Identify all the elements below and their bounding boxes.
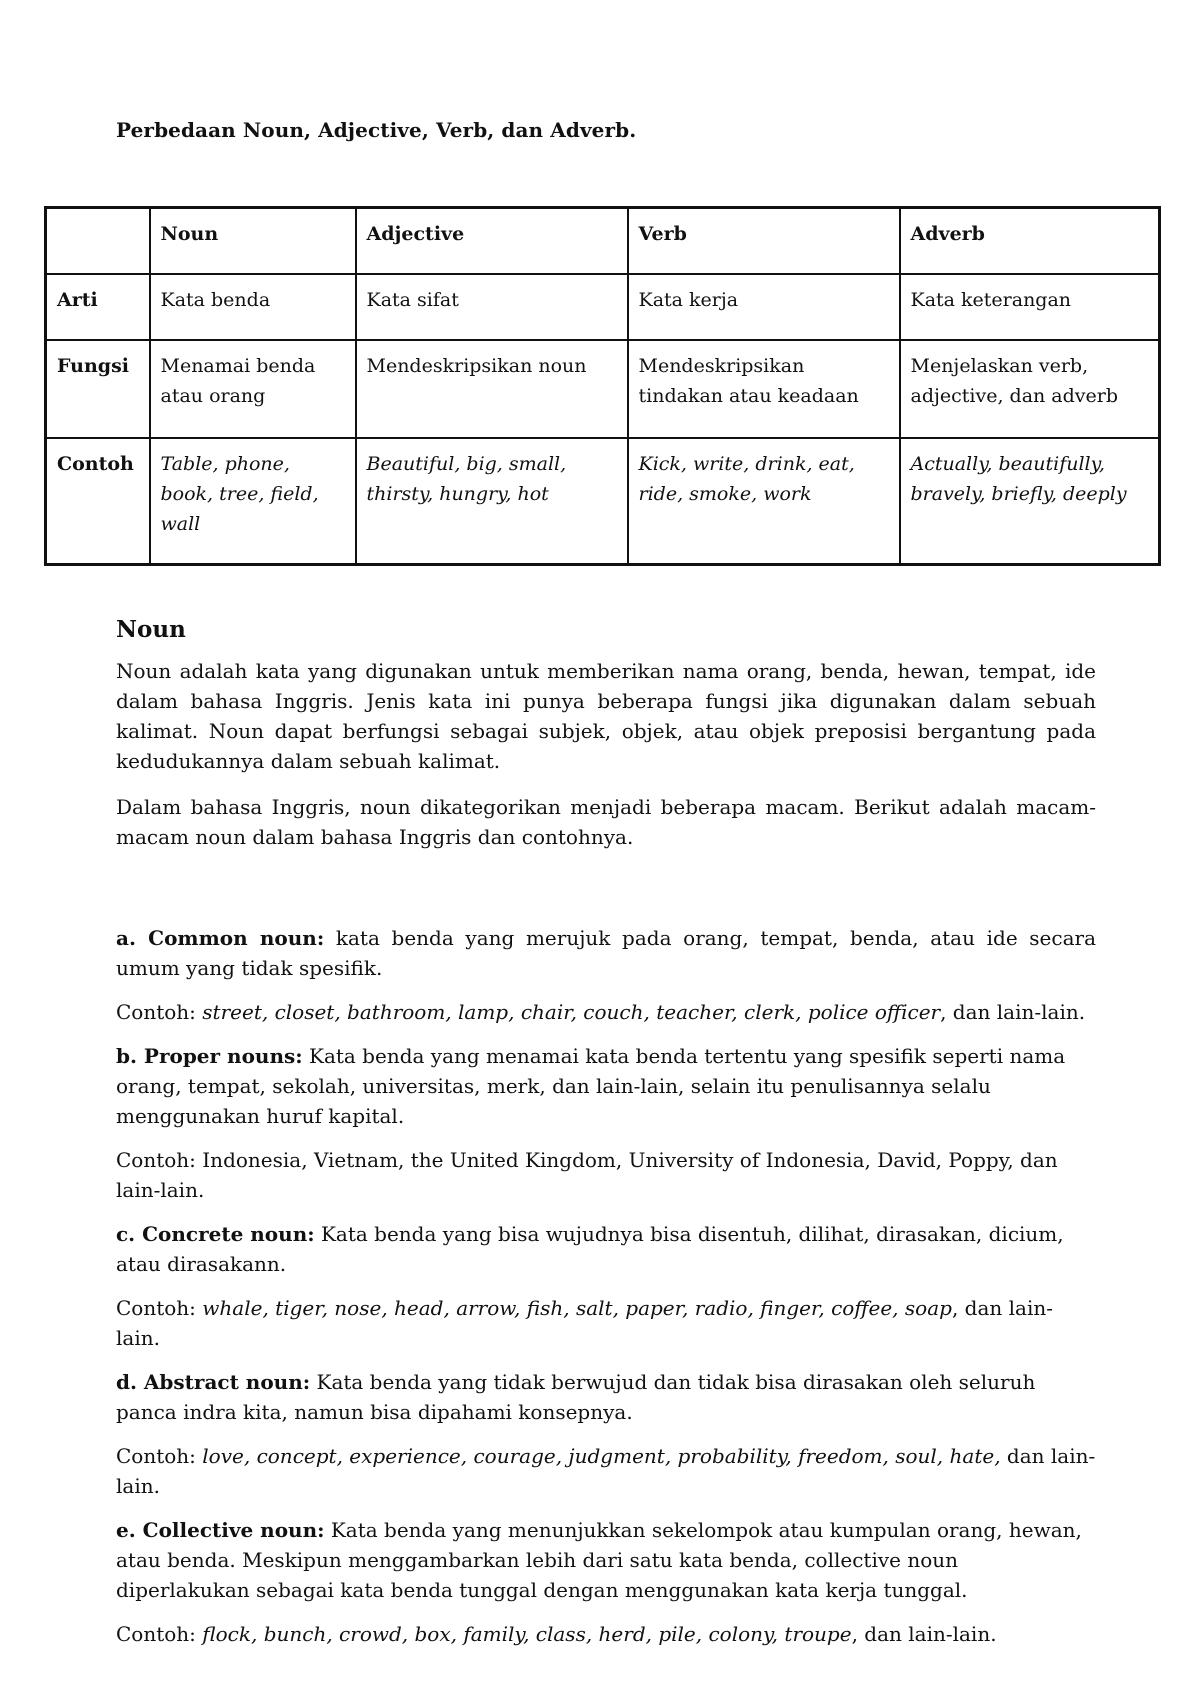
example-items: love, concept, experience, courage, judgment, probability, freedom, soul, hate, <box>202 1444 1001 1468</box>
noun-type-example <box>116 1145 1096 1205</box>
example-suffix: , dan lain-lain. <box>116 1296 1053 1350</box>
table-cell: Table, phone, book, tree, field, wall <box>150 438 356 565</box>
table-cell: Kick, write, drink, eat, ride, smoke, work <box>628 438 900 565</box>
noun-type-example <box>116 997 1096 1027</box>
table-header-row <box>46 208 1160 275</box>
noun-type-term: e. Collective noun: <box>116 1518 325 1542</box>
noun-type-term: b. Proper nouns: <box>116 1044 303 1068</box>
example-suffix: dan lain-lain. <box>116 1444 1096 1498</box>
noun-type-text: Kata benda yang tidak berwujud dan tidak bisa dirasakan oleh seluruh panca indra kita, namun bisa dipahami konsepnya. <box>116 1370 1036 1424</box>
noun-section-intro <box>116 616 1096 852</box>
noun-type-definition <box>116 1367 1096 1427</box>
noun-type-text: Kata benda yang menunjukkan sekelompok atau kumpulan orang, hewan, atau benda. Meskipun menggambarkan lebih dari satu kata benda, collective noun diperlakukan sebagai kata benda tunggal dengan menggunakan kata kerja tunggal. <box>116 1518 1082 1602</box>
noun-type-example <box>116 1293 1096 1353</box>
table-row-contoh <box>46 438 1160 565</box>
example-prefix: Contoh: <box>116 1444 203 1468</box>
example-suffix: , dan lain-lain. <box>851 1622 997 1646</box>
table-cell: Menjelaskan verb, adjective, dan adverb <box>900 340 1160 438</box>
noun-types-list <box>116 923 1096 1649</box>
example-items: street, closet, bathroom, lamp, chair, couch, teacher, clerk, police officer <box>202 1000 941 1024</box>
noun-type-definition <box>116 1041 1096 1131</box>
table-cell: Kata kerja <box>628 274 900 340</box>
table-cell: Mendeskripsikan tindakan atau keadaan <box>628 340 900 438</box>
table-cell: Menamai benda atau orang <box>150 340 356 438</box>
row-label-arti: Arti <box>46 274 150 340</box>
noun-type-example <box>116 1441 1096 1501</box>
table-header-verb: Verb <box>628 208 900 275</box>
table-header-noun: Noun <box>150 208 356 275</box>
example-prefix: Contoh: <box>116 1148 203 1172</box>
noun-type-example <box>116 1619 1096 1649</box>
document-title: Perbedaan Noun, Adjective, Verb, dan Adverb. <box>116 118 637 142</box>
table-cell: Kata keterangan <box>900 274 1160 340</box>
table-header-adverb: Adverb <box>900 208 1160 275</box>
section-heading-noun: Noun <box>116 616 186 643</box>
row-label-contoh: Contoh <box>46 438 150 565</box>
noun-type-text: kata benda yang merujuk pada orang, tempat, benda, atau ide secara umum yang tidak spesifik. <box>116 926 1097 980</box>
noun-paragraph-1: Noun adalah kata yang digunakan untuk memberikan nama orang, benda, hewan, tempat, ide dalam bahasa Inggris. Jenis kata ini punya beberapa fungsi jika digunakan dalam sebuah kalimat. Noun dapat berfungsi sebagai subjek, objek, atau objek preposisi bergantung pada kedudukannya dalam sebuah kalimat. <box>116 659 1096 773</box>
noun-type-definition <box>116 1219 1096 1279</box>
table-cell: Kata sifat <box>356 274 628 340</box>
table-cell: Kata benda <box>150 274 356 340</box>
noun-type-term: c. Concrete noun: <box>116 1222 315 1246</box>
table-cell: Mendeskripsikan noun <box>356 340 628 438</box>
comparison-table <box>44 206 1161 566</box>
example-suffix: Indonesia, Vietnam, the United Kingdom, University of Indonesia, David, Poppy, dan lain-lain. <box>116 1148 1058 1202</box>
noun-type-definition <box>116 923 1096 983</box>
example-prefix: Contoh: <box>116 1622 203 1646</box>
example-prefix: Contoh: <box>116 1296 203 1320</box>
table-header-empty <box>46 208 150 275</box>
example-suffix: , dan lain-lain. <box>940 1000 1086 1024</box>
example-items: whale, tiger, nose, head, arrow, fish, salt, paper, radio, finger, coffee, soap <box>202 1296 952 1320</box>
table-row-arti <box>46 274 1160 340</box>
noun-paragraph-2: Dalam bahasa Inggris, noun dikategorikan menjadi beberapa macam. Berikut adalah macam-macam noun dalam bahasa Inggris dan contohnya. <box>116 795 1096 849</box>
table-cell: Actually, beautifully, bravely, briefly, deeply <box>900 438 1160 565</box>
noun-type-term: a. Common noun: <box>116 926 325 950</box>
example-prefix: Contoh: <box>116 1000 203 1024</box>
noun-type-text: Kata benda yang menamai kata benda tertentu yang spesifik seperti nama orang, tempat, sekolah, universitas, merk, dan lain-lain, selain itu penulisannya selalu menggunakan huruf kapital. <box>116 1044 1066 1128</box>
table-cell: Beautiful, big, small, thirsty, hungry, hot <box>356 438 628 565</box>
table-row-fungsi <box>46 340 1160 438</box>
noun-type-term: d. Abstract noun: <box>116 1370 311 1394</box>
noun-type-definition <box>116 1515 1096 1605</box>
row-label-fungsi: Fungsi <box>46 340 150 438</box>
noun-type-text: Kata benda yang bisa wujudnya bisa disentuh, dilihat, dirasakan, dicium, atau dirasakann. <box>116 1222 1064 1276</box>
example-items: flock, bunch, crowd, box, family, class, herd, pile, colony, troupe <box>202 1622 852 1646</box>
table-header-adjective: Adjective <box>356 208 628 275</box>
